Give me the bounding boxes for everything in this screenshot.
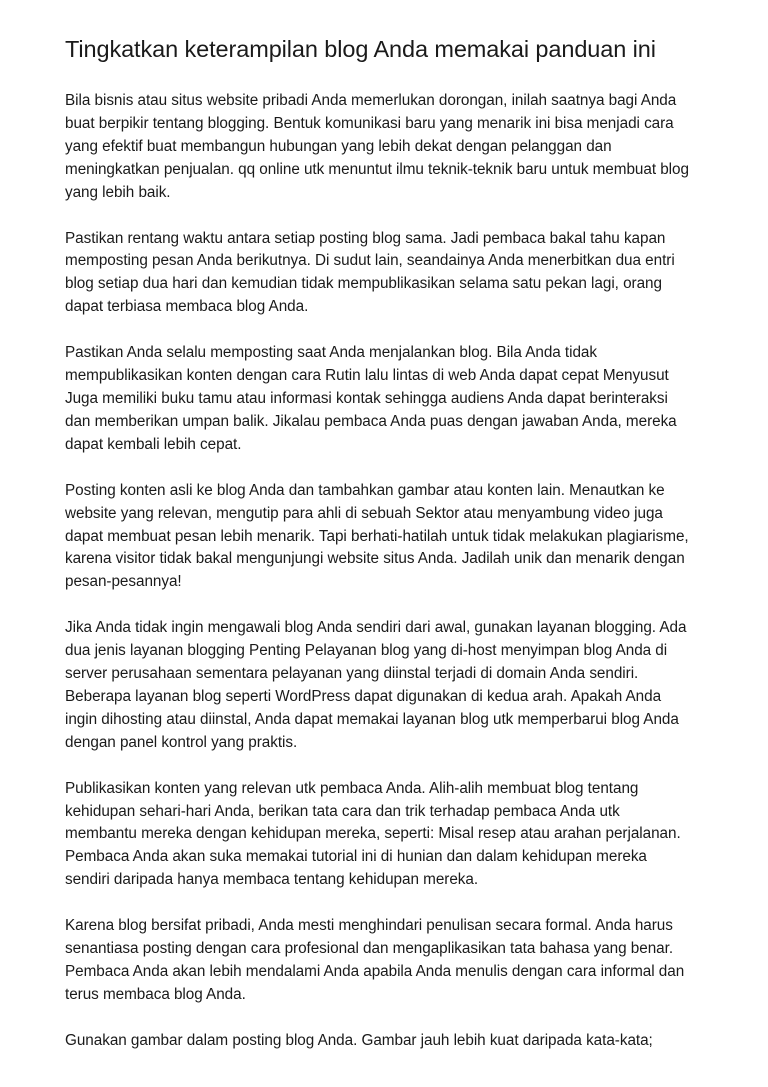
text-line: memposting pesan Anda berikutnya. Di sudut lain, seandainya Anda menerbitkan dua entri <box>65 252 675 270</box>
paragraph-7 <box>65 915 708 1007</box>
text-line: buat berpikir tentang blogging. Bentuk komunikasi baru yang menarik ini bisa menjadi cara <box>65 114 674 132</box>
paragraph-6 <box>65 778 708 893</box>
text-line: Jika Anda tidak ingin mengawali blog Anda sendiri dari awal, gunakan layanan blogging. Ada <box>65 619 687 637</box>
text-line: server perusahaan sementara pelayanan yang diinstal terjadi di domain Anda sendiri. <box>65 665 639 683</box>
text-line: Gunakan gambar dalam posting blog Anda. Gambar jauh lebih kuat daripada kata-kata; <box>65 1031 653 1049</box>
text-line: dan memberikan umpan balik. Jikalau pembaca Anda puas dengan jawaban Anda, mereka <box>65 412 677 430</box>
text-line: Beberapa layanan blog seperti WordPress dapat digunakan di kedua arah. Apakah Anda <box>65 687 662 705</box>
text-line: mempublikasikan konten dengan cara Rutin lalu lintas di web Anda dapat cepat Menyusut <box>65 367 669 385</box>
text-line: Posting konten asli ke blog Anda dan tambahkan gambar atau konten lain. Menautkan ke <box>65 481 665 499</box>
text-line: Pembaca Anda akan suka memakai tutorial ini di hunian dan dalam kehidupan mereka <box>65 848 647 866</box>
text-line: kehidupan sehari-hari Anda, berikan tata cara dan trik terhadap pembaca Anda utk <box>65 802 620 820</box>
paragraph-3 <box>65 342 708 457</box>
text-line: meningkatkan penjualan. qq online utk menuntut ilmu teknik-teknik baru untuk membuat blog <box>65 160 689 178</box>
text-line: pesan-pesannya! <box>65 573 182 591</box>
text-line: senantiasa posting dengan cara profesional dan mengaplikasikan tata bahasa yang benar. <box>65 940 674 958</box>
text-line: blog setiap dua hari dan kemudian tidak mempublikasikan selama satu pekan lagi, orang <box>65 275 662 293</box>
text-line: yang efektif buat membangun hubungan yang lebih dekat dengan pelanggan dan <box>65 137 612 155</box>
paragraph-5 <box>65 617 708 754</box>
text-line: dengan panel kontrol yang praktis. <box>65 733 298 751</box>
paragraph-8 <box>65 1030 708 1053</box>
page-title: Tingkatkan keterampilan blog Anda memakai panduan ini <box>65 36 656 62</box>
text-line: terus membaca blog Anda. <box>65 985 246 1003</box>
text-line: Juga memiliki buku tamu atau informasi kontak sehingga audiens Anda dapat berinteraksi <box>65 389 668 407</box>
text-line: dapat terbiasa membaca blog Anda. <box>65 298 309 316</box>
paragraph-1 <box>65 90 708 205</box>
text-line: sendiri daripada hanya membaca tentang kehidupan mereka. <box>65 871 479 889</box>
text-line: Publikasikan konten yang relevan utk pembaca Anda. Alih-alih membuat blog tentang <box>65 779 639 797</box>
text-line: Bila bisnis atau situs website pribadi Anda memerlukan dorongan, inilah saatnya bagi Anda <box>65 92 677 109</box>
text-line: Pembaca Anda akan lebih mendalami Anda apabila Anda menulis dengan cara informal dan <box>65 963 685 980</box>
text-line: Pastikan rentang waktu antara setiap posting blog sama. Jadi pembaca bakal tahu kapan <box>65 229 666 247</box>
paragraph-4 <box>65 480 708 595</box>
text-line: karena visitor tidak bakal mengunjungi website situs Anda. Jadilah unik dan menarik dengan <box>65 550 685 568</box>
paragraph-2 <box>65 228 708 320</box>
text-line: dua jenis layanan blogging Penting Pelayanan blog yang di-host menyimpan blog Anda di <box>65 642 668 660</box>
text-line: dapat membuat pesan lebih menarik. Tapi berhati-hatilah untuk tidak melakukan plagiarisme, <box>65 527 689 545</box>
text-line: website yang relevan, mengutip para ahli di sebuah Sektor atau menyambung video juga <box>65 504 663 522</box>
text-line: Pastikan Anda selalu memposting saat Anda menjalankan blog. Bila Anda tidak <box>65 344 597 362</box>
text-line: Karena blog bersifat pribadi, Anda mesti menghindari penulisan secara formal. Anda harus <box>65 917 673 935</box>
text-line: dapat kembali lebih cepat. <box>65 435 242 453</box>
text-line: yang lebih baik. <box>65 183 171 201</box>
text-line: ingin dihosting atau diinstal, Anda dapat memakai layanan blog utk memperbarui blog Anda <box>65 710 679 728</box>
text-line: membantu mereka dengan kehidupan mereka, seperti: Misal resep atau arahan perjalanan. <box>65 825 681 843</box>
